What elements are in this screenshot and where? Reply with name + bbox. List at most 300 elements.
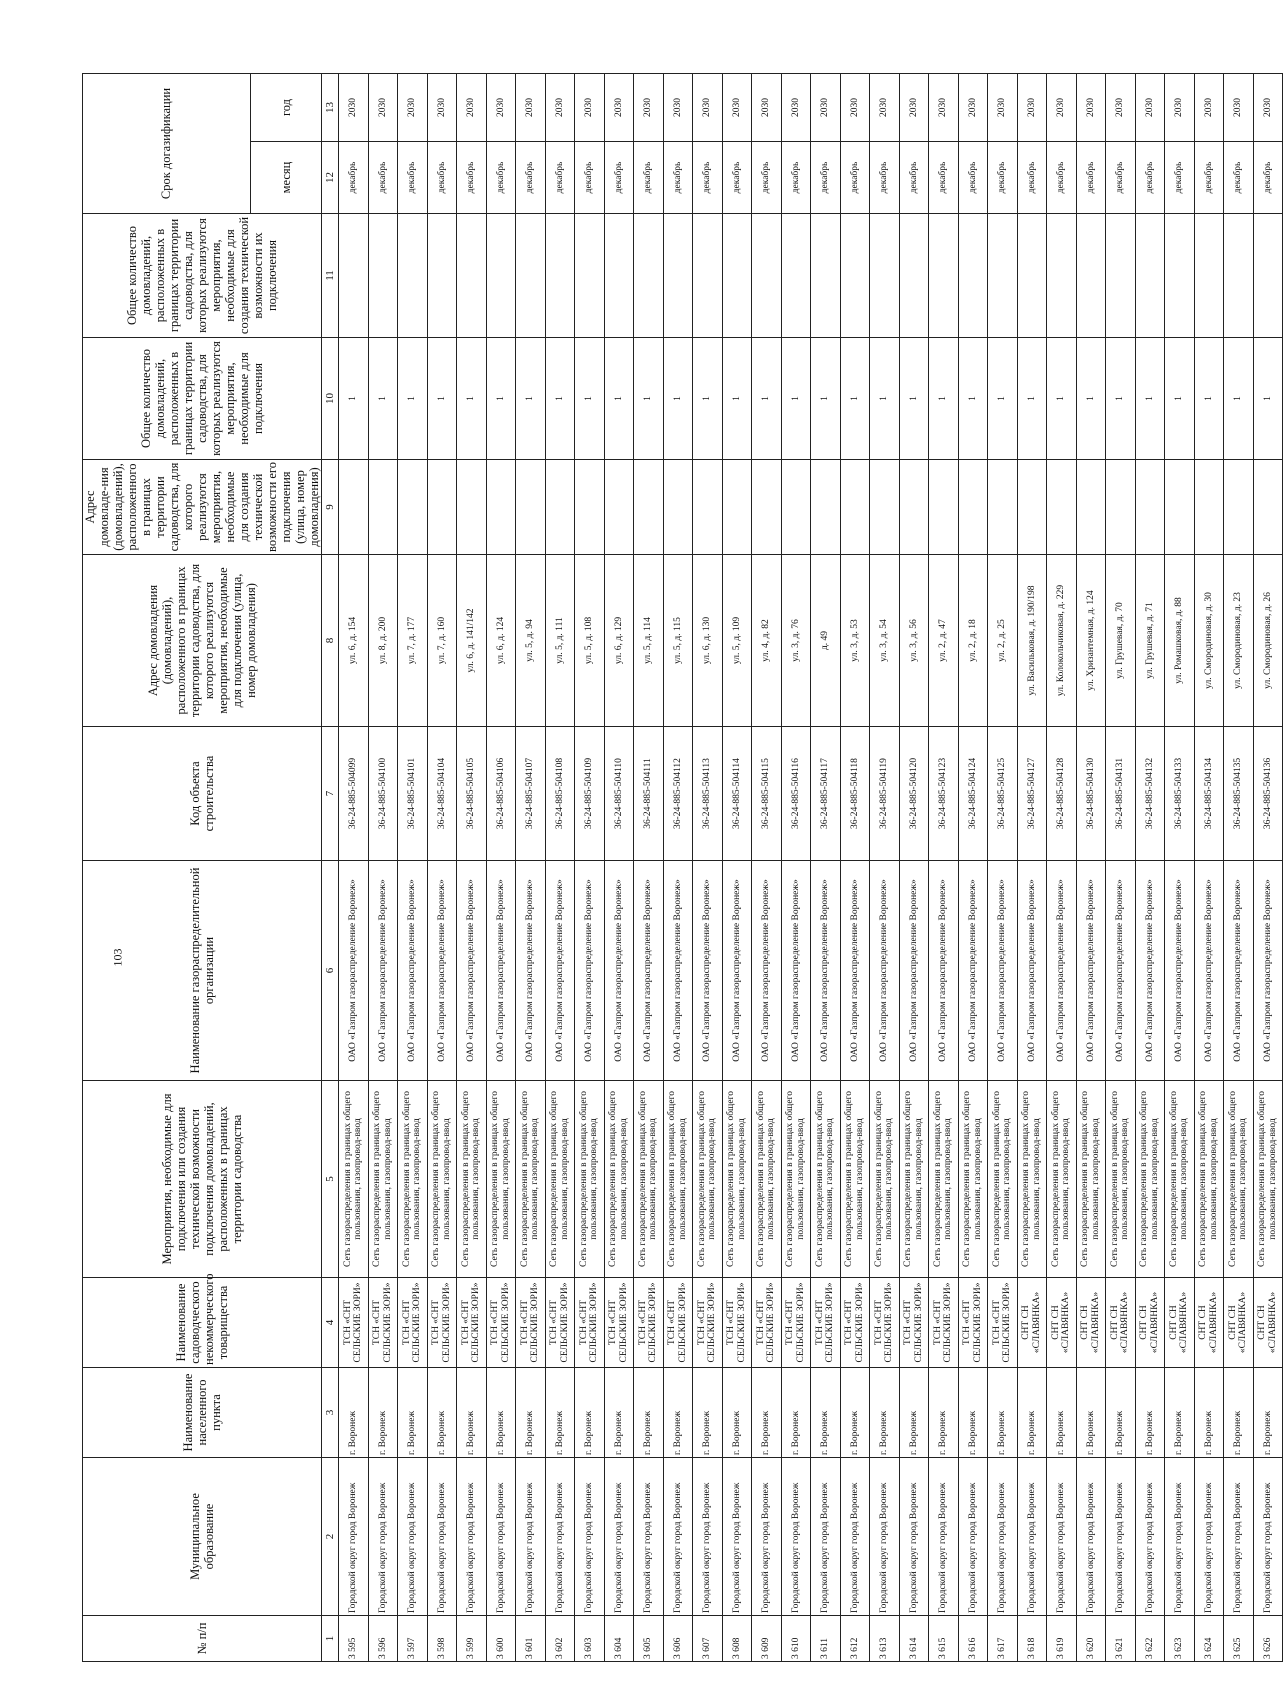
object-code-cell: 36-24-885-504108 bbox=[545, 727, 575, 861]
count-creation-cell bbox=[486, 214, 516, 338]
municipality-cell: Городской округ город Воронеж bbox=[811, 1458, 841, 1616]
object-code-cell: 36-24-885-504119 bbox=[870, 727, 900, 861]
object-code-cell: 36-24-885-504127 bbox=[1017, 727, 1047, 861]
column-number: 5 bbox=[322, 1081, 339, 1278]
column-number: 12 bbox=[322, 142, 339, 214]
object-code-cell: 36-24-885-504111 bbox=[634, 727, 664, 861]
count-creation-cell bbox=[663, 214, 693, 338]
address-cell: ул. 5, д. 115 bbox=[663, 555, 693, 727]
header-measures: Мероприятия, необходимые для подключения или создания технической возможности подключения домовладений, расположенных в границах территории садоводства bbox=[83, 1081, 322, 1278]
municipality-cell: Городской округ город Воронеж bbox=[1165, 1458, 1195, 1616]
column-number: 2 bbox=[322, 1458, 339, 1616]
header-count-connect: Общее количество домовладений, расположенных в границах территории садоводства, для которых реализуются мероприятия, необходимые для подключения bbox=[83, 338, 322, 460]
measure-cell: Сеть газораспределения в границах общего пользования, газопровод-ввод bbox=[781, 1081, 811, 1278]
gdo-cell: ОАО «Газпром газораспределение Воронеж» bbox=[840, 861, 870, 1081]
column-number: 6 bbox=[322, 861, 339, 1081]
settlement-cell: г. Воронеж bbox=[1194, 1368, 1224, 1458]
address-cell: ул. 6, д. 124 bbox=[486, 555, 516, 727]
table-row bbox=[457, 74, 487, 1662]
count-cell: 1 bbox=[988, 338, 1018, 460]
settlement-cell: г. Воронеж bbox=[604, 1368, 634, 1458]
count-creation-cell bbox=[693, 214, 723, 338]
table-row bbox=[840, 74, 870, 1662]
address-cell: ул. Васильковая, д. 190/198 bbox=[1017, 555, 1047, 727]
address-creation-cell bbox=[988, 460, 1018, 555]
object-code-cell: 36-24-885-504104 bbox=[427, 727, 457, 861]
year-cell: 2030 bbox=[1106, 74, 1136, 142]
address-creation-cell bbox=[958, 460, 988, 555]
month-cell: декабрь bbox=[604, 142, 634, 214]
row-number: 3 599 bbox=[457, 1616, 487, 1662]
address-cell: ул. 5, д. 114 bbox=[634, 555, 664, 727]
gdo-cell: ОАО «Газпром газораспределение Воронеж» bbox=[575, 861, 605, 1081]
year-cell: 2030 bbox=[840, 74, 870, 142]
column-number: 1 bbox=[322, 1616, 339, 1662]
municipality-cell: Городской округ город Воронеж bbox=[545, 1458, 575, 1616]
table-row bbox=[663, 74, 693, 1662]
header-count-creation: Общее количество домовладений, расположенных в границах территории садоводства, для которых реализуются мероприятия, необходимые для создания технической возможности их подключения bbox=[83, 214, 322, 338]
table-row bbox=[811, 74, 841, 1662]
object-code-cell: 36-24-885-504130 bbox=[1076, 727, 1106, 861]
address-creation-cell bbox=[1135, 460, 1165, 555]
month-cell: декабрь bbox=[575, 142, 605, 214]
gdo-cell: ОАО «Газпром газораспределение Воронеж» bbox=[516, 861, 546, 1081]
count-cell: 1 bbox=[1106, 338, 1136, 460]
municipality-cell: Городской округ город Воронеж bbox=[752, 1458, 782, 1616]
table-row bbox=[1106, 74, 1136, 1662]
rotated-page bbox=[82, 74, 1278, 1662]
partnership-cell: ТСН «СНТ СЕЛЬСКИЕ ЗОРИ» bbox=[457, 1278, 487, 1368]
count-creation-cell bbox=[988, 214, 1018, 338]
row-number: 3 625 bbox=[1224, 1616, 1254, 1662]
measure-cell: Сеть газораспределения в границах общего пользования, газопровод-ввод bbox=[1194, 1081, 1224, 1278]
object-code-cell: 36-24-885-504134 bbox=[1194, 727, 1224, 861]
row-number: 3 606 bbox=[663, 1616, 693, 1662]
settlement-cell: г. Воронеж bbox=[899, 1368, 929, 1458]
count-cell: 1 bbox=[516, 338, 546, 460]
count-cell: 1 bbox=[398, 338, 428, 460]
partnership-cell: СНТ СН «СЛАВЯНКА» bbox=[1135, 1278, 1165, 1368]
address-creation-cell bbox=[457, 460, 487, 555]
column-number: 10 bbox=[322, 338, 339, 460]
month-cell: декабрь bbox=[1017, 142, 1047, 214]
partnership-cell: СНТ СН «СЛАВЯНКА» bbox=[1165, 1278, 1195, 1368]
gdo-cell: ОАО «Газпром газораспределение Воронеж» bbox=[781, 861, 811, 1081]
measure-cell: Сеть газораспределения в границах общего пользования, газопровод-ввод bbox=[1253, 1081, 1283, 1278]
table-row bbox=[634, 74, 664, 1662]
object-code-cell: 36-24-885-504125 bbox=[988, 727, 1018, 861]
row-number: 3 600 bbox=[486, 1616, 516, 1662]
object-code-cell: 36-24-885-504100 bbox=[368, 727, 398, 861]
municipality-cell: Городской округ город Воронеж bbox=[1224, 1458, 1254, 1616]
settlement-cell: г. Воронеж bbox=[870, 1368, 900, 1458]
month-cell: декабрь bbox=[899, 142, 929, 214]
table-row bbox=[988, 74, 1018, 1662]
settlement-cell: г. Воронеж bbox=[958, 1368, 988, 1458]
year-cell: 2030 bbox=[988, 74, 1018, 142]
row-number: 3 612 bbox=[840, 1616, 870, 1662]
count-creation-cell bbox=[1253, 214, 1283, 338]
count-creation-cell bbox=[752, 214, 782, 338]
object-code-cell: 36-24-885-504120 bbox=[899, 727, 929, 861]
measure-cell: Сеть газораспределения в границах общего пользования, газопровод-ввод bbox=[516, 1081, 546, 1278]
row-number: 3 626 bbox=[1253, 1616, 1283, 1662]
table-row bbox=[398, 74, 428, 1662]
table-row bbox=[958, 74, 988, 1662]
row-number: 3 617 bbox=[988, 1616, 1018, 1662]
address-creation-cell bbox=[339, 460, 369, 555]
count-cell: 1 bbox=[752, 338, 782, 460]
month-cell: декабрь bbox=[545, 142, 575, 214]
header-month: месяц bbox=[250, 142, 321, 214]
count-cell: 1 bbox=[722, 338, 752, 460]
row-number: 3 597 bbox=[398, 1616, 428, 1662]
year-cell: 2030 bbox=[958, 74, 988, 142]
count-creation-cell bbox=[634, 214, 664, 338]
settlement-cell: г. Воронеж bbox=[575, 1368, 605, 1458]
count-creation-cell bbox=[398, 214, 428, 338]
month-cell: декабрь bbox=[1106, 142, 1136, 214]
address-cell: ул. 4, д. 82 bbox=[752, 555, 782, 727]
partnership-cell: ТСН «СНТ СЕЛЬСКИЕ ЗОРИ» bbox=[575, 1278, 605, 1368]
year-cell: 2030 bbox=[575, 74, 605, 142]
year-cell: 2030 bbox=[1135, 74, 1165, 142]
measure-cell: Сеть газораспределения в границах общего пользования, газопровод-ввод bbox=[840, 1081, 870, 1278]
address-creation-cell bbox=[722, 460, 752, 555]
settlement-cell: г. Воронеж bbox=[516, 1368, 546, 1458]
object-code-cell: 36-24-885-504109 bbox=[575, 727, 605, 861]
address-cell: ул. 6, д. 129 bbox=[604, 555, 634, 727]
column-number: 9 bbox=[322, 460, 339, 555]
address-creation-cell bbox=[398, 460, 428, 555]
gasification-table bbox=[82, 73, 1283, 1662]
gdo-cell: ОАО «Газпром газораспределение Воронеж» bbox=[988, 861, 1018, 1081]
year-cell: 2030 bbox=[899, 74, 929, 142]
count-cell: 1 bbox=[811, 338, 841, 460]
column-number: 11 bbox=[322, 214, 339, 338]
address-creation-cell bbox=[781, 460, 811, 555]
count-creation-cell bbox=[958, 214, 988, 338]
gdo-cell: ОАО «Газпром газораспределение Воронеж» bbox=[604, 861, 634, 1081]
partnership-cell: ТСН «СНТ СЕЛЬСКИЕ ЗОРИ» bbox=[427, 1278, 457, 1368]
measure-cell: Сеть газораспределения в границах общего пользования, газопровод-ввод bbox=[545, 1081, 575, 1278]
municipality-cell: Городской округ город Воронеж bbox=[604, 1458, 634, 1616]
object-code-cell: 36-24-885-504117 bbox=[811, 727, 841, 861]
settlement-cell: г. Воронеж bbox=[457, 1368, 487, 1458]
row-number: 3 614 bbox=[899, 1616, 929, 1662]
table-row bbox=[1224, 74, 1254, 1662]
row-number: 3 608 bbox=[722, 1616, 752, 1662]
settlement-cell: г. Воронеж bbox=[1224, 1368, 1254, 1458]
address-creation-cell bbox=[516, 460, 546, 555]
table-row bbox=[1165, 74, 1195, 1662]
municipality-cell: Городской округ город Воронеж bbox=[1047, 1458, 1077, 1616]
settlement-cell: г. Воронеж bbox=[1047, 1368, 1077, 1458]
count-cell: 1 bbox=[693, 338, 723, 460]
row-number: 3 616 bbox=[958, 1616, 988, 1662]
month-cell: декабрь bbox=[1047, 142, 1077, 214]
table-row bbox=[1047, 74, 1077, 1662]
address-creation-cell bbox=[870, 460, 900, 555]
address-cell: ул. 7, д. 160 bbox=[427, 555, 457, 727]
settlement-cell: г. Воронеж bbox=[1017, 1368, 1047, 1458]
table-row bbox=[722, 74, 752, 1662]
row-number: 3 604 bbox=[604, 1616, 634, 1662]
row-number: 3 618 bbox=[1017, 1616, 1047, 1662]
address-creation-cell bbox=[1165, 460, 1195, 555]
address-cell: ул. 2, д. 25 bbox=[988, 555, 1018, 727]
partnership-cell: ТСН «СНТ СЕЛЬСКИЕ ЗОРИ» bbox=[368, 1278, 398, 1368]
month-cell: декабрь bbox=[634, 142, 664, 214]
month-cell: декабрь bbox=[1135, 142, 1165, 214]
measure-cell: Сеть газораспределения в границах общего пользования, газопровод-ввод bbox=[575, 1081, 605, 1278]
row-number: 3 595 bbox=[339, 1616, 369, 1662]
month-cell: декабрь bbox=[988, 142, 1018, 214]
municipality-cell: Городской округ город Воронеж bbox=[398, 1458, 428, 1616]
address-cell: ул. 6, д. 141/142 bbox=[457, 555, 487, 727]
measure-cell: Сеть газораспределения в границах общего пользования, газопровод-ввод bbox=[693, 1081, 723, 1278]
count-cell: 1 bbox=[958, 338, 988, 460]
settlement-cell: г. Воронеж bbox=[339, 1368, 369, 1458]
gdo-cell: ОАО «Газпром газораспределение Воронеж» bbox=[663, 861, 693, 1081]
address-creation-cell bbox=[604, 460, 634, 555]
object-code-cell: 36-24-885-504128 bbox=[1047, 727, 1077, 861]
count-cell: 1 bbox=[1165, 338, 1195, 460]
month-cell: декабрь bbox=[516, 142, 546, 214]
partnership-cell: ТСН «СНТ СЕЛЬСКИЕ ЗОРИ» bbox=[870, 1278, 900, 1368]
year-cell: 2030 bbox=[870, 74, 900, 142]
header-gdo: Наименование газораспределительной организации bbox=[83, 861, 322, 1081]
month-cell: декабрь bbox=[1076, 142, 1106, 214]
address-cell: ул. Грушевая, д. 70 bbox=[1106, 555, 1136, 727]
municipality-cell: Городской округ город Воронеж bbox=[870, 1458, 900, 1616]
table-row bbox=[899, 74, 929, 1662]
gdo-cell: ОАО «Газпром газораспределение Воронеж» bbox=[899, 861, 929, 1081]
count-creation-cell bbox=[1106, 214, 1136, 338]
address-cell: ул. 6, д. 154 bbox=[339, 555, 369, 727]
year-cell: 2030 bbox=[339, 74, 369, 142]
count-creation-cell bbox=[1224, 214, 1254, 338]
settlement-cell: г. Воронеж bbox=[427, 1368, 457, 1458]
row-number: 3 607 bbox=[693, 1616, 723, 1662]
object-code-cell: 36-24-885-504101 bbox=[398, 727, 428, 861]
measure-cell: Сеть газораспределения в границах общего пользования, газопровод-ввод bbox=[427, 1081, 457, 1278]
municipality-cell: Городской округ город Воронеж bbox=[486, 1458, 516, 1616]
address-cell: ул. 2, д. 18 bbox=[958, 555, 988, 727]
address-creation-cell bbox=[368, 460, 398, 555]
settlement-cell: г. Воронеж bbox=[634, 1368, 664, 1458]
gdo-cell: ОАО «Газпром газораспределение Воронеж» bbox=[1253, 861, 1283, 1081]
gdo-cell: ОАО «Газпром газораспределение Воронеж» bbox=[958, 861, 988, 1081]
row-number: 3 621 bbox=[1106, 1616, 1136, 1662]
address-cell: ул. Колокольчиковая, д. 229 bbox=[1047, 555, 1077, 727]
address-creation-cell bbox=[752, 460, 782, 555]
column-number-row bbox=[322, 74, 339, 1662]
gdo-cell: ОАО «Газпром газораспределение Воронеж» bbox=[427, 861, 457, 1081]
count-cell: 1 bbox=[899, 338, 929, 460]
municipality-cell: Городской округ город Воронеж bbox=[1017, 1458, 1047, 1616]
row-number: 3 596 bbox=[368, 1616, 398, 1662]
column-number: 7 bbox=[322, 727, 339, 861]
month-cell: декабрь bbox=[781, 142, 811, 214]
gdo-cell: ОАО «Газпром газораспределение Воронеж» bbox=[1135, 861, 1165, 1081]
municipality-cell: Городской округ город Воронеж bbox=[840, 1458, 870, 1616]
count-creation-cell bbox=[545, 214, 575, 338]
header-municipality: Муниципальное образование bbox=[83, 1458, 322, 1616]
table-row bbox=[1253, 74, 1283, 1662]
partnership-cell: СНТ СН «СЛАВЯНКА» bbox=[1017, 1278, 1047, 1368]
address-cell: д. 49 bbox=[811, 555, 841, 727]
object-code-cell: 36-24-885-504135 bbox=[1224, 727, 1254, 861]
partnership-cell: ТСН «СНТ СЕЛЬСКИЕ ЗОРИ» bbox=[781, 1278, 811, 1368]
settlement-cell: г. Воронеж bbox=[663, 1368, 693, 1458]
count-creation-cell bbox=[339, 214, 369, 338]
gdo-cell: ОАО «Газпром газораспределение Воронеж» bbox=[1017, 861, 1047, 1081]
partnership-cell: ТСН «СНТ СЕЛЬСКИЕ ЗОРИ» bbox=[958, 1278, 988, 1368]
count-cell: 1 bbox=[427, 338, 457, 460]
address-cell: ул. Смородиновая, д. 30 bbox=[1194, 555, 1224, 727]
object-code-cell: 36-24-885-504116 bbox=[781, 727, 811, 861]
month-cell: декабрь bbox=[339, 142, 369, 214]
table-row bbox=[368, 74, 398, 1662]
year-cell: 2030 bbox=[1194, 74, 1224, 142]
row-number: 3 610 bbox=[781, 1616, 811, 1662]
address-creation-cell bbox=[1106, 460, 1136, 555]
address-creation-cell bbox=[811, 460, 841, 555]
count-cell: 1 bbox=[663, 338, 693, 460]
column-number: 3 bbox=[322, 1368, 339, 1458]
measure-cell: Сеть газораспределения в границах общего пользования, газопровод-ввод bbox=[1165, 1081, 1195, 1278]
measure-cell: Сеть газораспределения в границах общего пользования, газопровод-ввод bbox=[870, 1081, 900, 1278]
count-cell: 1 bbox=[604, 338, 634, 460]
address-creation-cell bbox=[840, 460, 870, 555]
column-number: 13 bbox=[322, 74, 339, 142]
row-number: 3 611 bbox=[811, 1616, 841, 1662]
gdo-cell: ОАО «Газпром газораспределение Воронеж» bbox=[929, 861, 959, 1081]
address-creation-cell bbox=[575, 460, 605, 555]
municipality-cell: Городской округ город Воронеж bbox=[1106, 1458, 1136, 1616]
year-cell: 2030 bbox=[1165, 74, 1195, 142]
year-cell: 2030 bbox=[604, 74, 634, 142]
header-num: № п/п bbox=[83, 1616, 322, 1662]
count-creation-cell bbox=[1135, 214, 1165, 338]
gdo-cell: ОАО «Газпром газораспределение Воронеж» bbox=[811, 861, 841, 1081]
municipality-cell: Городской округ город Воронеж bbox=[339, 1458, 369, 1616]
partnership-cell: ТСН «СНТ СЕЛЬСКИЕ ЗОРИ» bbox=[545, 1278, 575, 1368]
month-cell: декабрь bbox=[840, 142, 870, 214]
gdo-cell: ОАО «Газпром газораспределение Воронеж» bbox=[398, 861, 428, 1081]
settlement-cell: г. Воронеж bbox=[722, 1368, 752, 1458]
address-cell: ул. 5, д. 94 bbox=[516, 555, 546, 727]
row-number: 3 620 bbox=[1076, 1616, 1106, 1662]
count-creation-cell bbox=[1047, 214, 1077, 338]
address-cell: ул. 8, д. 200 bbox=[368, 555, 398, 727]
address-cell: ул. 5, д. 108 bbox=[575, 555, 605, 727]
measure-cell: Сеть газораспределения в границах общего пользования, газопровод-ввод bbox=[1135, 1081, 1165, 1278]
gdo-cell: ОАО «Газпром газораспределение Воронеж» bbox=[486, 861, 516, 1081]
gdo-cell: ОАО «Газпром газораспределение Воронеж» bbox=[752, 861, 782, 1081]
measure-cell: Сеть газораспределения в границах общего пользования, газопровод-ввод bbox=[486, 1081, 516, 1278]
municipality-cell: Городской округ город Воронеж bbox=[1253, 1458, 1283, 1616]
address-creation-cell bbox=[1224, 460, 1254, 555]
measure-cell: Сеть газораспределения в границах общего пользования, газопровод-ввод bbox=[339, 1081, 369, 1278]
year-cell: 2030 bbox=[1076, 74, 1106, 142]
address-cell: ул. 3, д. 76 bbox=[781, 555, 811, 727]
municipality-cell: Городской округ город Воронеж bbox=[634, 1458, 664, 1616]
object-code-cell: 36-24-885-504133 bbox=[1165, 727, 1195, 861]
header-addr-implemented: Адрес домовладения (домовладений), расположенного в границах территории садоводства, для которого реализуются мероприятия, необходимые для подключения (улица, номер домовладения) bbox=[83, 555, 322, 727]
count-creation-cell bbox=[1017, 214, 1047, 338]
year-cell: 2030 bbox=[368, 74, 398, 142]
address-cell: ул. 3, д. 56 bbox=[899, 555, 929, 727]
municipality-cell: Городской округ город Воронеж bbox=[1194, 1458, 1224, 1616]
gdo-cell: ОАО «Газпром газораспределение Воронеж» bbox=[1224, 861, 1254, 1081]
header-settlement: Наименование населенного пункта bbox=[83, 1368, 322, 1458]
month-cell: декабрь bbox=[693, 142, 723, 214]
year-cell: 2030 bbox=[811, 74, 841, 142]
gdo-cell: ОАО «Газпром газораспределение Воронеж» bbox=[1076, 861, 1106, 1081]
year-cell: 2030 bbox=[722, 74, 752, 142]
month-cell: декабрь bbox=[486, 142, 516, 214]
count-cell: 1 bbox=[870, 338, 900, 460]
settlement-cell: г. Воронеж bbox=[1135, 1368, 1165, 1458]
count-cell: 1 bbox=[1194, 338, 1224, 460]
table-row bbox=[575, 74, 605, 1662]
month-cell: декабрь bbox=[1194, 142, 1224, 214]
measure-cell: Сеть газораспределения в границах общего пользования, газопровод-ввод bbox=[958, 1081, 988, 1278]
row-number: 3 605 bbox=[634, 1616, 664, 1662]
partnership-cell: ТСН «СНТ СЕЛЬСКИЕ ЗОРИ» bbox=[988, 1278, 1018, 1368]
object-code-cell: 36-24-885-504105 bbox=[457, 727, 487, 861]
partnership-cell: ТСН «СНТ СЕЛЬСКИЕ ЗОРИ» bbox=[840, 1278, 870, 1368]
measure-cell: Сеть газораспределения в границах общего пользования, газопровод-ввод bbox=[1106, 1081, 1136, 1278]
table-row bbox=[1194, 74, 1224, 1662]
municipality-cell: Городской округ город Воронеж bbox=[427, 1458, 457, 1616]
municipality-cell: Городской округ город Воронеж bbox=[663, 1458, 693, 1616]
table-header bbox=[83, 74, 339, 1662]
partnership-cell: ТСН «СНТ СЕЛЬСКИЕ ЗОРИ» bbox=[663, 1278, 693, 1368]
count-cell: 1 bbox=[368, 338, 398, 460]
table-row bbox=[604, 74, 634, 1662]
count-creation-cell bbox=[929, 214, 959, 338]
table-row bbox=[516, 74, 546, 1662]
gdo-cell: ОАО «Газпром газораспределение Воронеж» bbox=[722, 861, 752, 1081]
partnership-cell: ТСН «СНТ СЕЛЬСКИЕ ЗОРИ» bbox=[752, 1278, 782, 1368]
settlement-cell: г. Воронеж bbox=[840, 1368, 870, 1458]
year-cell: 2030 bbox=[486, 74, 516, 142]
table-row bbox=[545, 74, 575, 1662]
row-number: 3 603 bbox=[575, 1616, 605, 1662]
address-creation-cell bbox=[1076, 460, 1106, 555]
row-number: 3 609 bbox=[752, 1616, 782, 1662]
table-row bbox=[339, 74, 369, 1662]
partnership-cell: СНТ СН «СЛАВЯНКА» bbox=[1047, 1278, 1077, 1368]
year-cell: 2030 bbox=[1224, 74, 1254, 142]
address-creation-cell bbox=[1047, 460, 1077, 555]
measure-cell: Сеть газораспределения в границах общего пользования, газопровод-ввод bbox=[457, 1081, 487, 1278]
year-cell: 2030 bbox=[1017, 74, 1047, 142]
month-cell: декабрь bbox=[1165, 142, 1195, 214]
settlement-cell: г. Воронеж bbox=[693, 1368, 723, 1458]
measure-cell: Сеть газораспределения в границах общего пользования, газопровод-ввод bbox=[988, 1081, 1018, 1278]
count-cell: 1 bbox=[457, 338, 487, 460]
gdo-cell: ОАО «Газпром газораспределение Воронеж» bbox=[1194, 861, 1224, 1081]
year-cell: 2030 bbox=[1047, 74, 1077, 142]
object-code-cell: 36-24-885-504110 bbox=[604, 727, 634, 861]
municipality-cell: Городской округ город Воронеж bbox=[988, 1458, 1018, 1616]
address-cell: ул. 2, д. 47 bbox=[929, 555, 959, 727]
row-number: 3 624 bbox=[1194, 1616, 1224, 1662]
